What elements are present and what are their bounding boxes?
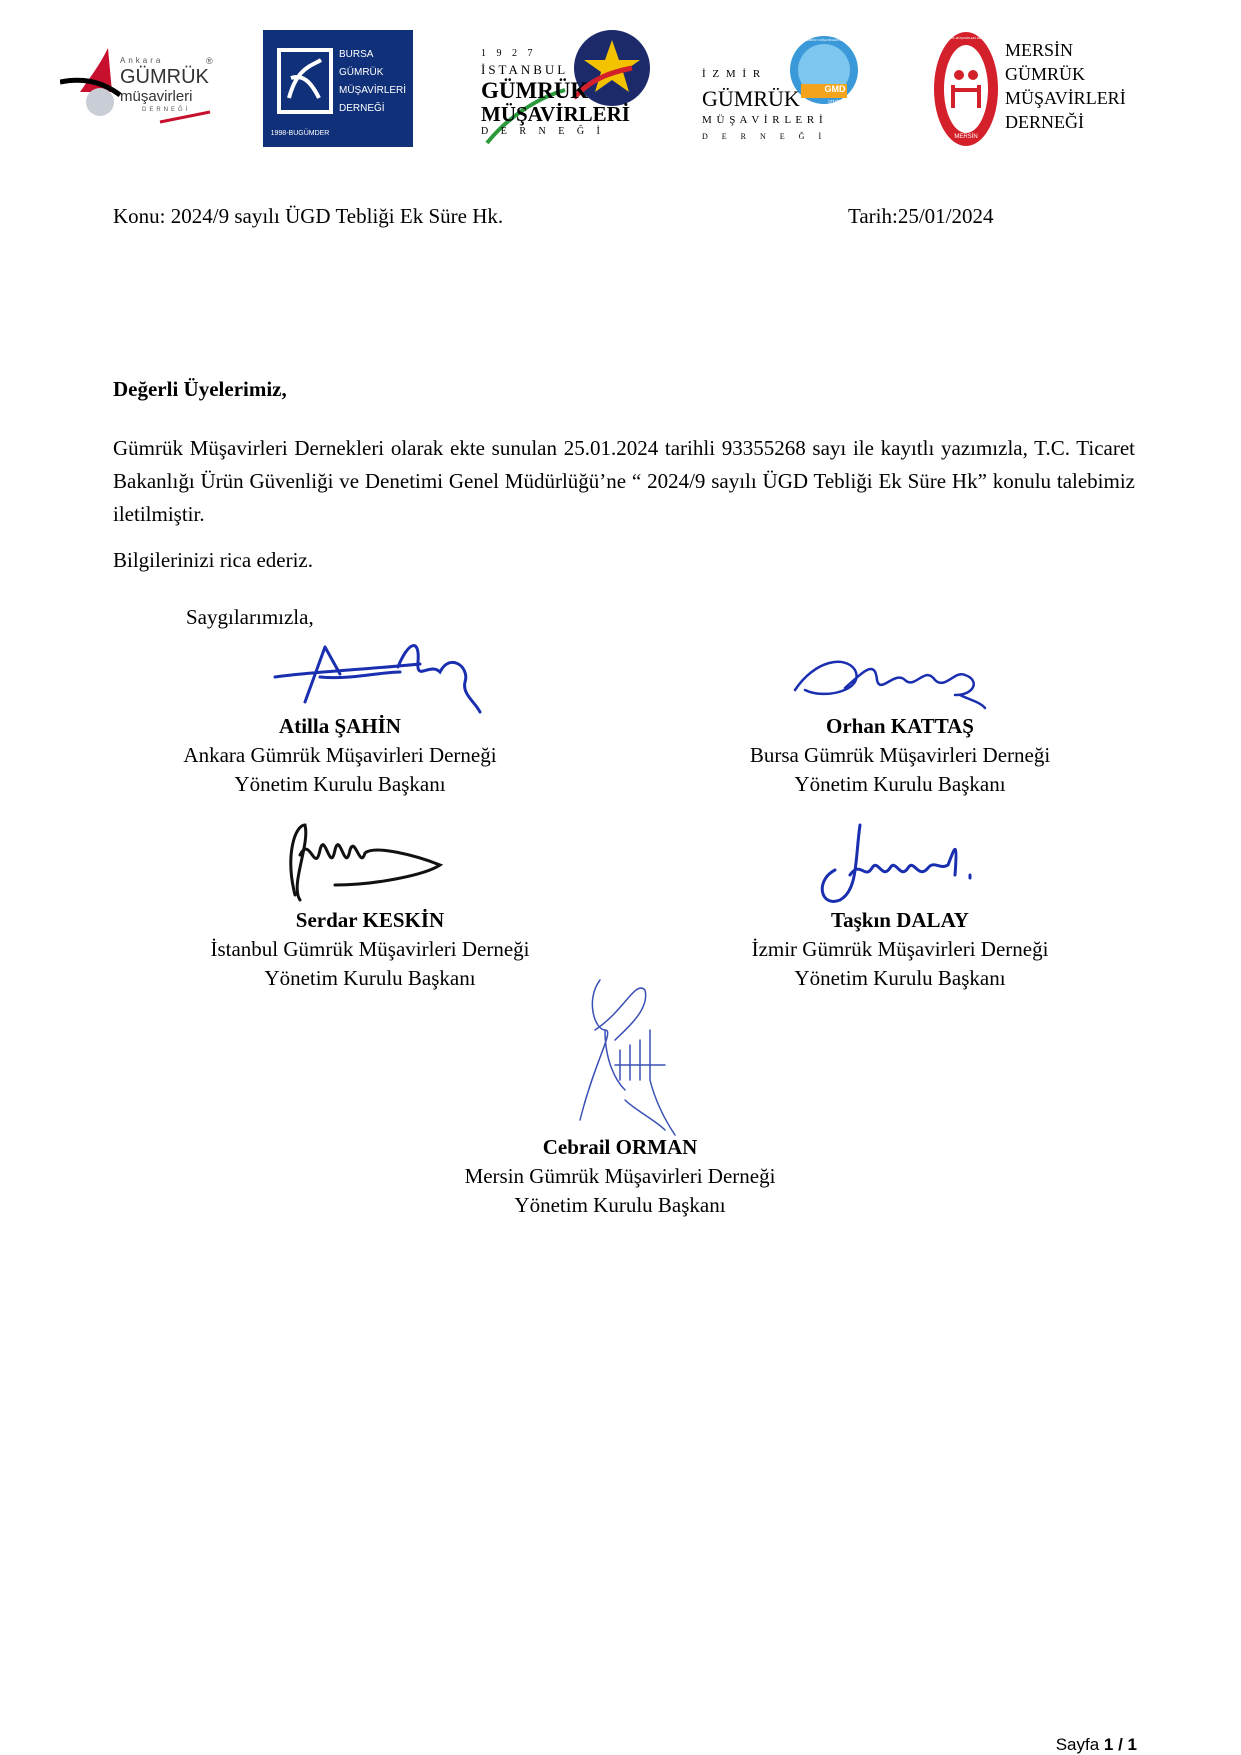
signatory-1-org: Ankara Gümrük Müşavirleri Derneği	[183, 743, 497, 767]
signatory-2-title: Yönetim Kurulu Başkanı	[794, 772, 1006, 796]
mersin-line-3: MÜŞAVİRLERİ	[1005, 88, 1126, 108]
signatory-4-title: Yönetim Kurulu Başkanı	[794, 966, 1006, 990]
signatory-1-name: Atilla ŞAHİN	[279, 714, 401, 738]
mersin-ring-top: GÜMRÜK MÜŞAVİRLERİ DERNEĞİ	[941, 36, 991, 40]
signatory-5-title: Yönetim Kurulu Başkanı	[514, 1193, 726, 1217]
ankara-sub-text: müşavirleri	[120, 88, 193, 105]
bursa-caption: 1998-BUGÜMDER	[270, 130, 330, 137]
mersin-ring-bottom: MERSİN	[954, 134, 978, 140]
signatory-5-org: Mersin Gümrük Müşavirleri Derneği	[464, 1164, 776, 1188]
bursa-line-1: BURSA	[339, 49, 374, 60]
izmir-city: İ Z M İ R	[702, 68, 763, 80]
ankara-logo	[60, 40, 220, 130]
signatory-1	[140, 712, 540, 799]
page-footer	[1056, 1735, 1137, 1755]
izmir-badge: GMD	[824, 84, 846, 94]
info-line: Bilgilerinizi rica ederiz.	[113, 548, 313, 572]
izmir-logo	[702, 30, 872, 148]
signatory-3-name: Serdar KESKİN	[295, 908, 445, 932]
bursa-line-4: DERNEĞİ	[339, 103, 385, 114]
mersin-emblem-icon	[933, 30, 999, 148]
bursa-line-2: GÜMRÜK	[339, 67, 384, 78]
date-line: Tarih:25/01/2024	[848, 204, 994, 228]
ankara-small-text: Ankara	[120, 56, 164, 65]
registered-mark: ®	[206, 56, 213, 66]
signatory-4	[700, 906, 1100, 993]
mersin-line-1: MERSİN	[1005, 40, 1074, 60]
mersin-line-2: GÜMRÜK	[1005, 64, 1086, 84]
page-label: Sayfa	[1055, 1735, 1100, 1754]
page-number: 1 / 1	[1103, 1735, 1137, 1754]
signatory-3	[170, 906, 570, 993]
signatory-5	[420, 1133, 820, 1220]
signatory-3-title: Yönetim Kurulu Başkanı	[264, 966, 476, 990]
izmir-line-2: M Ü Ş A V İ R L E R İ	[702, 114, 824, 126]
signatory-1-title: Yönetim Kurulu Başkanı	[234, 772, 446, 796]
signatory-2	[700, 712, 1100, 799]
signatory-4-name: Taşkın DALAY	[831, 908, 969, 932]
izmir-line-3: D E R N E Ğ İ	[702, 132, 828, 141]
izmir-ring-bottom: İZMİR	[828, 100, 842, 106]
istanbul-year: 1 9 2 7	[481, 48, 537, 59]
mersin-logo	[933, 30, 1126, 148]
bursa-line-3: MÜŞAVİRLERİ	[339, 85, 407, 96]
istanbul-line-2: MÜŞAVİRLERİ	[481, 102, 630, 126]
ankara-tiny-text: DERNEĞİ	[142, 107, 191, 113]
signature-atilla-sahin	[270, 632, 490, 717]
salutation: Değerli Üyelerimiz,	[113, 377, 287, 401]
mersin-line-4: DERNEĞİ	[1005, 112, 1084, 132]
regards-line: Saygılarımızla,	[186, 605, 314, 629]
signatory-3-org: İstanbul Gümrük Müşavirleri Derneği	[210, 937, 530, 961]
istanbul-logo	[477, 28, 657, 143]
istanbul-line-1: GÜMRÜK	[481, 78, 589, 103]
body-paragraph: Gümrük Müşavirleri Dernekleri olarak ekte sunulan 25.01.2024 tarihli 93355268 sayı ile kayıtlı yazımızla, T.C. Ticaret Bakanlığı Ürün Güvenliği ve Denetimi Genel Müdürlüğü’ne “ 2024/9 sayılı ÜGD Tebliği Ek Süre Hk” konulu talebimiz iletilmiştir.	[113, 436, 1135, 526]
signature-orhan-kattas	[785, 650, 1000, 710]
bursa-logo	[263, 30, 413, 147]
bursa-emblem-icon	[277, 48, 333, 114]
izmir-line-1: GÜMRÜK	[702, 86, 800, 111]
istanbul-line-3: D E R N E Ğ İ	[481, 126, 605, 137]
ankara-main-text: GÜMRÜK	[120, 66, 209, 88]
signatory-2-org: Bursa Gümrük Müşavirleri Derneği	[749, 743, 1051, 767]
istanbul-city: İSTANBUL	[481, 62, 569, 77]
subject-line: Konu: 2024/9 sayılı ÜGD Tebliği Ek Süre Hk.	[113, 204, 504, 228]
signatory-2-name: Orhan KATTAŞ	[825, 714, 974, 738]
signatory-5-name: Cebrail ORMAN	[542, 1135, 698, 1159]
signature-serdar-keskin	[275, 815, 455, 905]
signature-cebrail-orman	[565, 970, 695, 1140]
signatory-4-org: İzmir Gümrük Müşavirleri Derneği	[751, 937, 1049, 961]
izmir-ring-text: İZMİR GÜMRÜK MÜŞAVİRLERİ DERNEĞİ	[795, 38, 853, 42]
signature-taskin-dalay	[810, 820, 980, 910]
